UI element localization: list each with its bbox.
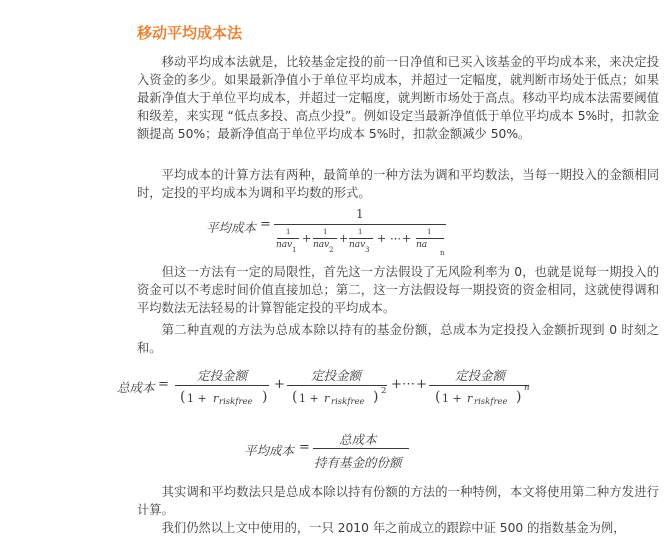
formula3-lhs: 平均成本 (244, 443, 295, 458)
f1-t2-sub: 2 (329, 246, 334, 254)
formula3-denom: 持有基金的份额 (314, 455, 402, 470)
formula2-eq: = (158, 377, 169, 392)
f2-t2-numer: 定投金额 (311, 368, 362, 383)
section-title: 移动平均成本法 (137, 24, 243, 42)
formula3-bar (313, 448, 409, 449)
formula2-lhs: 总成本 (117, 380, 155, 395)
f2-dots: ⋯ (402, 377, 415, 392)
f2-t1-close: ) (262, 389, 268, 405)
f2-plus-3: + (416, 377, 427, 392)
f2-t2-rsub: riskfree (331, 397, 365, 407)
f1-plus-4: + (402, 232, 412, 245)
f2-t1-r: r (213, 392, 219, 405)
f2-t2-oneplus: 1 + (299, 392, 319, 405)
paragraph-4: 第二种直观的方法为总成本除以持有的基金份额，总成本为定投投入金额折现到 0 时刻之和。 (137, 323, 659, 355)
f2-plus-1: + (274, 377, 285, 392)
f2-tn-numer: 定投金额 (455, 368, 506, 383)
f1-tn-na: na (416, 240, 428, 250)
f1-tn-bar (416, 238, 444, 239)
f1-t1-num: 1 (286, 228, 291, 236)
formula1-lhs: 平均成本 (206, 220, 257, 235)
formula3-eq: = (299, 440, 310, 455)
paragraph-5: 其实调和平均数法只是总成本除以持有份额的方法的一种特例，本文将使用第二种方发进行计算。 (137, 485, 659, 517)
f2-t2-close: ) (373, 389, 379, 405)
f1-tn-num: 1 (427, 228, 432, 236)
f1-plus-3: + (377, 232, 387, 245)
f2-tn-bar (429, 385, 529, 386)
formula1-numerator: 1 (356, 207, 364, 221)
f2-tn-close: ) (516, 389, 522, 405)
paragraph-6: 我们仍然以上文中使用的，一只 2010 年之前成立的跟踪中证 500 的指数基金为例， (161, 521, 626, 535)
f2-tn-open: ( (435, 389, 441, 405)
f1-t1-nav: nav (276, 240, 293, 250)
f1-t2-bar (313, 238, 337, 239)
f2-tn-r: r (467, 392, 473, 405)
f1-t2-num: 1 (323, 228, 328, 236)
formula1-fraction-bar (274, 224, 446, 225)
formula1-eq: = (260, 217, 271, 232)
f1-dots: ⋯ (390, 232, 401, 245)
f2-t2-bar (287, 385, 387, 386)
f1-t3-sub: 3 (365, 246, 370, 254)
f1-tn-sub: n (440, 249, 445, 257)
f2-t1-open: ( (180, 389, 186, 405)
paragraph-2: 平均成本的计算方法有两种，最简单的一种方法为调和平均数法，当每一期投入的金额相同时，定投的平均成本为调和平均数的形式。 (137, 168, 659, 200)
f1-t1-bar (277, 238, 299, 239)
f2-t1-rsub: riskfree (219, 397, 253, 407)
f2-tn-exp: n (524, 383, 530, 393)
f1-t3-nav: nav (349, 240, 366, 250)
f1-t3-num: 1 (358, 228, 363, 236)
f2-t1-numer: 定投金额 (197, 368, 248, 383)
f1-plus-1: + (302, 232, 312, 245)
f2-t1-bar (175, 385, 269, 386)
f2-tn-rsub: riskfree (474, 397, 508, 407)
paragraph-3: 但这一方法有一定的局限性，首先这一方法假设了无风险利率为 0，也就是说每一期投入的资金可以不考虑时间价值直接加总；第二，这一方法假设每一期投资的资金相同，这就使得调和平均数法无法轻易的计算智能定投的平均成本。 (137, 265, 659, 315)
f2-tn-oneplus: 1 + (442, 392, 462, 405)
f1-t3-bar (349, 238, 373, 239)
f1-plus-2: + (339, 232, 349, 245)
f2-t1-oneplus: 1 + (187, 392, 207, 405)
f1-t2-nav: nav (313, 240, 330, 250)
paragraph-1: 移动平均成本法就是，比较基金定投的前一日净值和已买入该基金的平均成本来，来决定投入资金的多少。如果最新净值小于单位平均成本，并超过一定幅度，就判断市场处于低点；如果最新净值大于单位平均成本，并超过一定幅度，就判断市场处于高点。移动平均成本法需要阈值和级差，来实现 “低点多投、高点少投”。例如设定当最新净值低于单位平均成本 5%时，扣款金额提高 50%；最新净值高于单位平均成本 5%时，扣款金额减少 50%。 (137, 55, 659, 141)
formula3-numer: 总成本 (339, 432, 377, 447)
f1-t1-sub: 1 (292, 246, 297, 254)
f2-t2-exp: 2 (381, 386, 387, 396)
f2-t2-r: r (324, 392, 330, 405)
f2-plus-2: + (391, 377, 402, 392)
f2-t2-open: ( (292, 389, 298, 405)
